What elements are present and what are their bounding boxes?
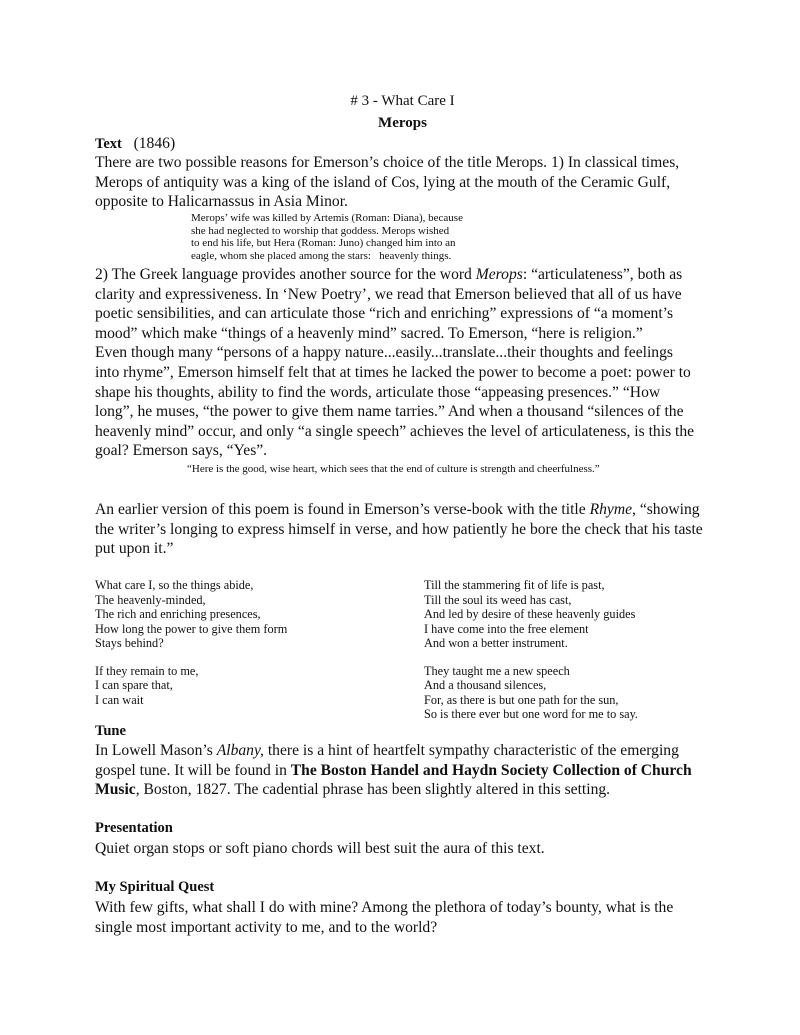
merops-aside (191, 212, 511, 262)
verse-line: I can spare that, (95, 678, 173, 692)
para3-suffix: , “showing (632, 501, 700, 518)
paragraph-1 (95, 153, 715, 212)
hymn-title: Merops (378, 115, 427, 131)
paragraph-line: the writer’s longing to express himself in verse, and how patiently he bore the check that his taste (95, 520, 703, 538)
verse-line: Till the soul its weed has cast, (424, 592, 572, 607)
paragraph-3 (95, 500, 715, 559)
paragraph-line: goal? Emerson says, “Yes”. (95, 442, 268, 460)
paragraph-2 (95, 265, 715, 461)
paragraph-line: put upon it.” (95, 540, 174, 558)
aside-line: eagle, whom she placed among the stars: heavenly things. (191, 249, 452, 262)
paragraph-line: There are two possible reasons for Emerson’s choice of the title Merops. 1) In classical times, (95, 154, 680, 171)
verse-line: The rich and enriching presences, (95, 607, 261, 621)
paragraph-line: Merops of antiquity was a king of the island of Cos, lying at the mouth of the Ceramic Gulf, (95, 173, 671, 191)
text-label: Text (95, 136, 122, 152)
paragraph-line (95, 265, 715, 285)
quest-heading: My Spiritual Quest (95, 879, 215, 895)
verse-line: Till the stammering fit of life is past, (424, 578, 605, 592)
tune-line2-prefix: gospel tune. It will be found in (95, 761, 291, 779)
emerson-quote: “Here is the good, wise heart, which sees that the end of culture is strength and cheerfulness.” (187, 463, 600, 475)
paragraph-line: heavenly mind” occur, and only “a single speech” achieves the level of articulateness, is this the (95, 422, 695, 440)
tune-line1-suffix: there is a hint of heartfelt sympathy characteristic of the emerging (263, 742, 679, 759)
paragraph-line: With few gifts, what shall I do with mine? Among the plethora of today’s bounty, what is the (95, 899, 674, 916)
aside-line: Merops’ wife was killed by Artemis (Roman: Diana), because (191, 212, 463, 224)
verse-line: And a thousand silences, (424, 678, 547, 692)
text-section-heading (95, 134, 175, 155)
presentation-heading: Presentation (95, 820, 173, 836)
verse-line: Stays behind? (95, 636, 164, 650)
tune-heading: Tune (95, 723, 126, 739)
aside-line: she had neglected to worship that goddess. Merops wished (191, 224, 450, 237)
paragraph-line: long”, he muses, “the power to give them name tarries.” And when a thousand “silences of the (95, 403, 684, 421)
verse-line: If they remain to me, (95, 663, 199, 678)
paragraph-line (95, 741, 715, 761)
verse-line: The heavenly-minded, (95, 592, 206, 607)
paragraph-line: poetic sensibilities, and can articulate those “rich and enriching” expressions of “a moment’s (95, 305, 674, 323)
paragraph-line: opposite to Halicarnassus in Asia Minor. (95, 193, 348, 211)
paragraph-line: clarity and expressiveness. In ‘New Poetry’, we read that Emerson believed that all of us have (95, 285, 682, 303)
rhyme-italic: Rhyme (589, 501, 633, 518)
paragraph-line (95, 500, 715, 520)
paragraph-line (95, 761, 715, 781)
para2-prefix: 2) The Greek language provides another source for the word (95, 266, 476, 283)
aside-line: to end his life, but Hera (Roman: Juno) changed him into an (191, 237, 456, 249)
verse-line: They taught me a new speech (424, 663, 570, 678)
para3-prefix: An earlier version of this poem is found in Emerson’s verse-book with the title (95, 501, 590, 518)
paragraph-line: shape his thoughts, ability to find the words, articulate those “appeasing presences.” “How (95, 383, 661, 401)
verse-line: So is there ever but one word for me to say. (424, 707, 639, 721)
verse-line: I can wait (95, 692, 144, 707)
collection-title-bold-end: Music (95, 781, 136, 799)
verse-line: I have come into the free element (424, 621, 589, 636)
hymn-number: # 3 - What Care I (350, 93, 455, 109)
paragraph-line: single most important activity to me, and to the world? (95, 918, 438, 936)
verse-line: And won a better instrument. (424, 636, 568, 650)
para2-suffix: : “articulateness”, both as (522, 266, 683, 283)
poem-right-column (424, 578, 638, 722)
paragraph-line: mood” which make “things of a heavenly mind” sacred. To Emerson, “here is religion.” (95, 324, 643, 342)
tune-paragraph (95, 741, 715, 800)
verse-line: What care I, so the things abide, (95, 578, 254, 592)
verse-line: How long the power to give them form (95, 621, 288, 636)
paragraph-line (95, 780, 715, 800)
paragraph-line: Even though many “persons of a happy nature...easily...translate...their thoughts and feelings (95, 344, 673, 362)
verse-line: And led by desire of these heavenly guides (424, 607, 636, 621)
poem-left-column (95, 578, 287, 707)
verse-line: For, as there is but one path for the sun, (424, 692, 619, 707)
paragraph-line: into rhyme”, Emerson himself felt that at times he lacked the power to become a poet: power to (95, 363, 691, 381)
tune-line3-suffix: , Boston, 1827. The cadential phrase has been slightly altered in this setting. (135, 781, 611, 799)
quest-paragraph (95, 898, 715, 937)
tune-line1-prefix: In Lowell Mason’s (95, 742, 217, 759)
presentation-text: Quiet organ stops or soft piano chords will best suit the aura of this text. (95, 840, 545, 857)
merops-italic: Merops (475, 266, 523, 283)
text-year: (1846) (133, 135, 176, 152)
albany-italic: Albany, (216, 742, 264, 759)
collection-title-bold: The Boston Handel and Haydn Society Collection of Church (290, 761, 692, 779)
